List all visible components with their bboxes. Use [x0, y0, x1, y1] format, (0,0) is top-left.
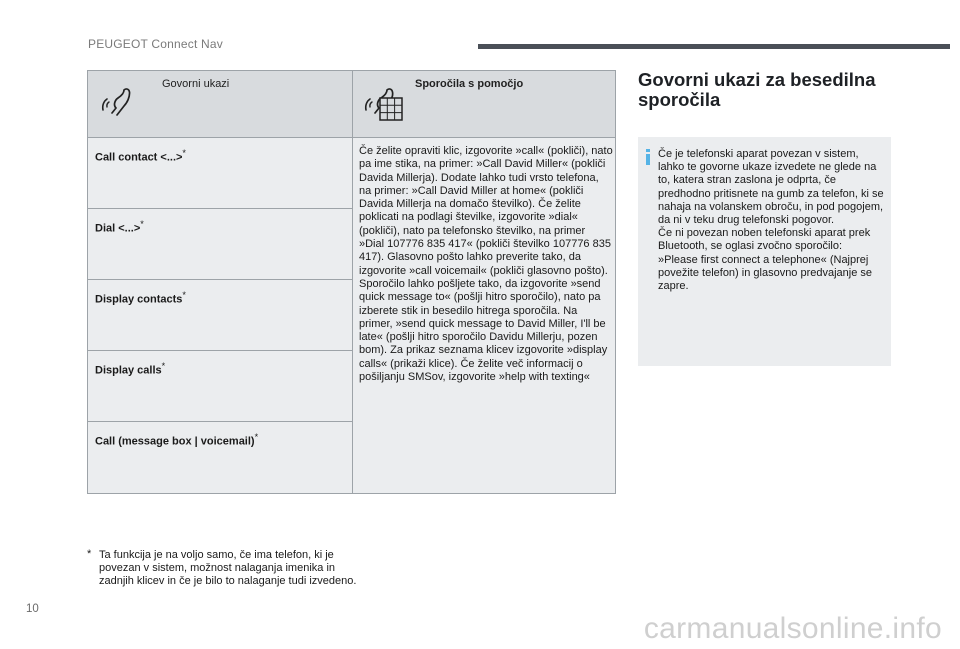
- info-text: [658, 148, 884, 293]
- voice-keypad-icon: [363, 83, 405, 123]
- assisted-response-text: Če želite opraviti klic, izgovorite »call« (pokliči), nato pa ime stika, na primer: »Call David Miller« (pokliči Davida Millerja). Dodate lahko tudi vrsto telefona, na primer: »Call David Miller at home« (pokliči Davida Millerja na domačo številko). Če želite poklicati na podlagi številke, izgovorite »dial« (pokliči), nato pa telefonsko številko, na primer »Dial 107776 835 417« (pokliči številko 107776 835 417). Glasovno pošto lahko preverite tako, da izgovorite »call voicemail« (pokliči glasovno pošto). Sporočilo lahko pošljete tako, da izgovorite »send quick message to« (pošlji hitro sporočilo), nato pa izberete stik in besedilo hitrega sporočila. Na primer, »send quick message to David Miller, I'll be late« (pošlji hitro sporočilo Davidu Millerju, pozen bom). Za prikaz seznama klicev izgovorite »display calls« (prikaži klice). Če želite več informacij o pošiljanju SMSov, izgovorite »help with texting«: [359, 145, 613, 384]
- watermark: carmanualsonline.info: [643, 612, 942, 645]
- command-label: Call (message box | voicemail)*: [95, 432, 259, 448]
- table-row: [88, 422, 352, 493]
- footnote: [87, 549, 357, 589]
- col-header-voice-commands: Govorni ukazi: [162, 78, 230, 90]
- command-label: Display calls*: [95, 361, 166, 377]
- column-divider: [352, 71, 353, 493]
- command-label: Display contacts*: [95, 290, 186, 306]
- footnote-text: Ta funkcija je na voljo samo, če ima telefon, ki je povezan v sistem, možnost nalaganja imenika in zadnjih klicev in če je bilo to nalaganje tudi izvedeno.: [99, 549, 357, 588]
- section-title: Govorni ukazi za besedilna sporočila: [638, 69, 876, 110]
- command-label: Dial <...>*: [95, 219, 144, 235]
- info-paragraph: Če ni povezan noben telefonski aparat prek Bluetooth, se oglasi zvočno sporočilo: »Please first connect a telephone« (Najprej povežite telefon) in glasovno predvajanje se zapre.: [658, 227, 873, 293]
- voice-command-icon: [100, 83, 134, 119]
- table-row: [88, 280, 352, 351]
- info-box: [638, 137, 891, 366]
- info-paragraph: Če je telefonski aparat povezan v sistem, lahko te govorne ukaze izvedete ne glede na to, katera stran zaslona je odprta, če predhodno pritisnete na gumb za telefon, ki se nahaja na volanskem obroču, in pod pogojem, da ni v teku drug telefonski pogovor.: [658, 148, 884, 227]
- voice-commands-table: [87, 70, 616, 494]
- table-row: [88, 138, 352, 209]
- command-label: Call contact <...>*: [95, 148, 186, 164]
- running-header: PEUGEOT Connect Nav: [88, 37, 223, 51]
- table-row: [88, 209, 352, 280]
- footnote-mark: *: [87, 548, 92, 560]
- header-rule: [478, 44, 950, 49]
- table-row: [88, 351, 352, 422]
- page-number: 10: [26, 603, 39, 615]
- info-icon: [646, 149, 650, 165]
- col-header-assisted-messages: Sporočila s pomočjo: [415, 78, 524, 90]
